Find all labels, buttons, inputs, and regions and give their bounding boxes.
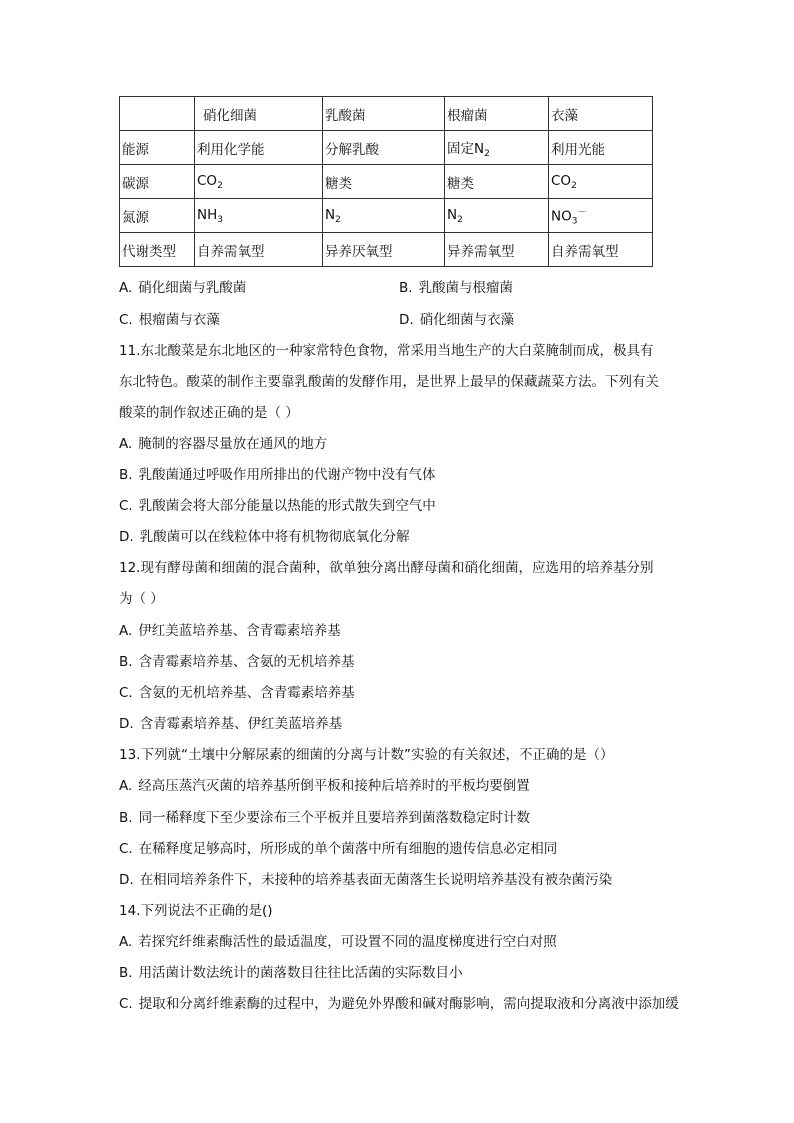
row-label: 能源 <box>120 131 195 165</box>
table-cell: 异养需氧型 <box>445 233 549 267</box>
option-a: A. 若探究纤维素酶活性的最适温度，可设置不同的温度梯度进行空白对照 <box>119 934 557 950</box>
option-c: C. 提取和分离纤维素酶的过程中，为避免外界酸和碱对酶影响，需向提取液和分离液中添加缓 <box>119 996 679 1012</box>
option-b: B. 同一稀释度下至少要涂布三个平板并且要培养到菌落数稳定时计数 <box>119 810 531 826</box>
table-cell: 分解乳酸 <box>323 131 445 165</box>
table-row <box>120 165 653 199</box>
table-cell: $CO_2$ <box>195 165 323 199</box>
option-c: C. 乳酸菌会将大部分能量以热能的形式散失到空气中 <box>119 498 436 514</box>
table-row <box>120 131 653 165</box>
question-12-stem: 12.现有酵母菌和细菌的混合菌种，欲单独分离出酵母菌和硝化细菌，应选用的培养基分别 <box>119 560 654 576</box>
table-cell: $N_2$ <box>445 199 549 233</box>
option-c: C. 在稀释度足够高时，所形成的单个菌落中所有细胞的遗传信息必定相同 <box>119 841 558 857</box>
table-cell: 糖类 <box>445 165 549 199</box>
row-label: 代谢类型 <box>120 233 195 267</box>
table-cell: 固定$N_2$ <box>445 131 549 165</box>
option-d: D. 乳酸菌可以在线粒体中将有机物彻底氧化分解 <box>119 529 410 545</box>
option-d: D. 含青霉素培养基、伊红美蓝培养基 <box>119 716 343 732</box>
question-13-stem: 13.下列就“土壤中分解尿素的细菌的分离与计数”实验的有关叙述，不正确的是（） <box>119 747 614 763</box>
option-d: D. 硝化细菌与衣藻 <box>399 312 515 328</box>
row-label: 氮源 <box>120 199 195 233</box>
question-11-stem: 东北特色。酸菜的制作主要靠乳酸菌的发酵作用，是世界上最早的保藏蔬菜方法。下列有关 <box>119 374 659 390</box>
table-cell: $NO_3^-$ <box>549 199 653 233</box>
question-11-stem: 酸菜的制作叙述正确的是（ ） <box>119 405 299 421</box>
option-b: B. 乳酸菌通过呼吸作用所排出的代谢产物中没有气体 <box>119 467 436 483</box>
option-c: C. 含氨的无机培养基、含青霉素培养基 <box>119 685 355 701</box>
table-cell: $CO_2$ <box>549 165 653 199</box>
option-a: A. 经高压蒸汽灭菌的培养基所倒平板和接种后培养时的平板均要倒置 <box>119 778 530 794</box>
option-d: D. 在相同培养条件下，未接种的培养基表面无菌落生长说明培养基没有被杂菌污染 <box>119 872 613 888</box>
table-cell: 利用光能 <box>549 131 653 165</box>
table-cell: 异养厌氧型 <box>323 233 445 267</box>
question-11-stem: 11.东北酸菜是东北地区的一种家常特色食物，常采用当地生产的大白菜腌制而成，极具有 <box>119 343 654 359</box>
microbe-comparison-table <box>119 96 653 267</box>
option-b: B. 乳酸菌与根瘤菌 <box>399 280 514 296</box>
row-label: 碳源 <box>120 165 195 199</box>
option-c: C. 根瘤菌与衣藻 <box>119 312 220 328</box>
option-b: B. 用活菌计数法统计的菌落数目往往比活菌的实际数目小 <box>119 965 463 981</box>
table-cell: $N_2$ <box>323 199 445 233</box>
table-header-cell <box>120 97 195 131</box>
table-cell: 自养需氧型 <box>195 233 323 267</box>
table-cell: 利用化学能 <box>195 131 323 165</box>
table-row <box>120 233 653 267</box>
option-b: B. 含青霉素培养基、含氨的无机培养基 <box>119 654 355 670</box>
table-header-row <box>120 97 653 131</box>
table-header-cell: 根瘤菌 <box>445 97 549 131</box>
option-a: A. 腌制的容器尽量放在通风的地方 <box>119 436 328 452</box>
table-header-cell: 乳酸菌 <box>323 97 445 131</box>
table-cell: $NH_3$ <box>195 199 323 233</box>
table-row <box>120 199 653 233</box>
option-a: A. 伊红美蓝培养基、含青霉素培养基 <box>119 623 341 639</box>
option-a: A. 硝化细菌与乳酸菌 <box>119 280 247 296</box>
table-header-cell: 衣藻 <box>549 97 653 131</box>
question-12-stem: 为（ ） <box>119 591 164 607</box>
table-cell: 糖类 <box>323 165 445 199</box>
question-14-stem: 14.下列说法不正确的是() <box>119 903 273 919</box>
table-cell: 自养需氧型 <box>549 233 653 267</box>
table-header-cell: 硝化细菌 <box>195 97 323 131</box>
